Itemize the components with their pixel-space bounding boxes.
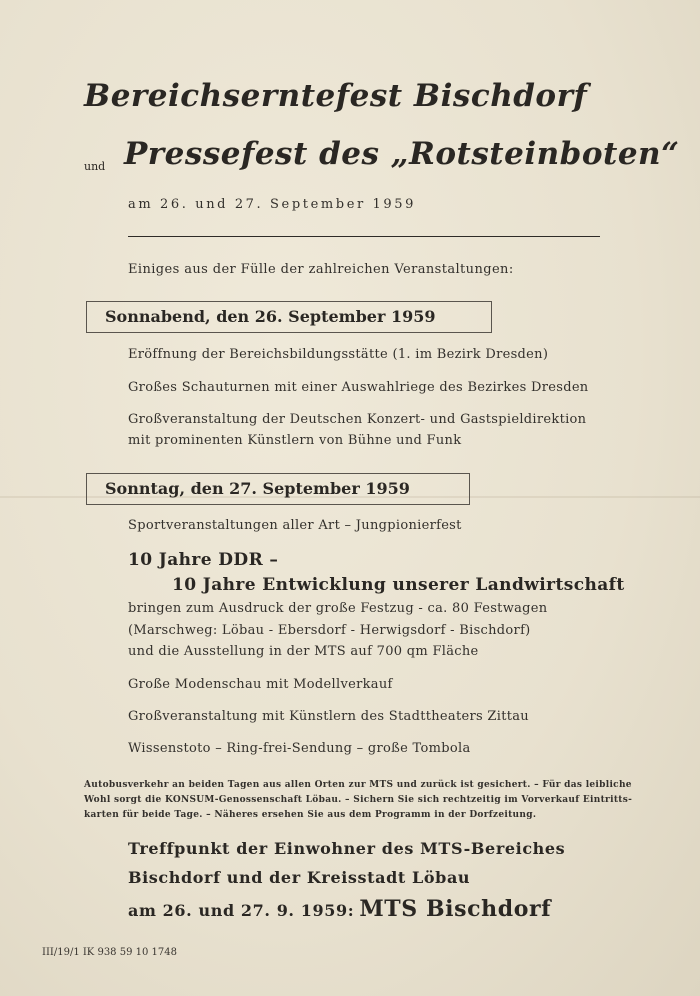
title-line-2: Pressefest des „Rotsteinboten“ xyxy=(124,136,680,172)
intro-text: Einiges aus der Fülle der zahlreichen Veranstaltungen: xyxy=(128,262,514,277)
sunday-highlight-1: 10 Jahre DDR – xyxy=(128,550,279,570)
closing-date: am 26. und 27. 9. 1959: xyxy=(128,901,355,920)
sunday-heading: Sonntag, den 27. September 1959 xyxy=(105,479,410,498)
sunday-item: Große Modenschau mit Modellverkauf xyxy=(128,677,393,692)
event-dates: am 26. und 27. September 1959 xyxy=(128,197,417,212)
closing-line-1: Treffpunkt der Einwohner des MTS-Bereiches xyxy=(128,839,566,858)
notice-line: Autobusverkehr an beiden Tagen aus allen Orten zur MTS und zurück ist gesichert. – Für das leibliche xyxy=(84,780,632,790)
sunday-item: (Marschweg: Löbau - Ebersdorf - Herwigsdorf - Bischdorf) xyxy=(128,623,531,638)
saturday-heading-box xyxy=(86,301,492,333)
print-code: III/19/1 IK 938 59 10 1748 xyxy=(42,947,177,958)
saturday-item: Eröffnung der Bereichsbildungsstätte (1. im Bezirk Dresden) xyxy=(128,347,549,362)
saturday-item: mit prominenten Künstlern von Bühne und Funk xyxy=(128,433,462,448)
closing-venue: MTS Bischdorf xyxy=(359,896,552,922)
saturday-heading: Sonnabend, den 26. September 1959 xyxy=(105,307,436,326)
title-connector: und xyxy=(84,160,106,173)
sunday-item: Sportveranstaltungen aller Art – Jungpionierfest xyxy=(128,518,462,533)
title-line-1: Bereichserntefest Bischdorf xyxy=(84,78,588,114)
notice-line: Wohl sorgt die KONSUM-Genossenschaft Löbau. – Sichern Sie sich rechtzeitig im Vorverkauf Eintritts- xyxy=(84,795,633,805)
sunday-highlight-2: 10 Jahre Entwicklung unserer Landwirtschaft xyxy=(172,575,625,595)
closing-line-2: Bischdorf und der Kreisstadt Löbau xyxy=(128,868,471,887)
sunday-item: und die Ausstellung in der MTS auf 700 qm Fläche xyxy=(128,644,479,659)
closing-line-3 xyxy=(128,896,551,922)
sunday-item: Großveranstaltung mit Künstlern des Stadttheaters Zittau xyxy=(128,709,529,724)
sunday-heading-box xyxy=(86,473,470,505)
saturday-item: Großveranstaltung der Deutschen Konzert- und Gastspieldirektion xyxy=(128,412,587,427)
sunday-item: Wissenstoto – Ring-frei-Sendung – große Tombola xyxy=(128,741,471,756)
saturday-item: Großes Schauturnen mit einer Auswahlriege des Bezirkes Dresden xyxy=(128,380,589,395)
notice-line: karten für beide Tage. – Näheres ersehen Sie aus dem Programm in der Dorfzeitung. xyxy=(84,810,537,820)
divider-rule xyxy=(128,236,600,237)
sunday-item: bringen zum Ausdruck der große Festzug - ca. 80 Festwagen xyxy=(128,601,548,616)
